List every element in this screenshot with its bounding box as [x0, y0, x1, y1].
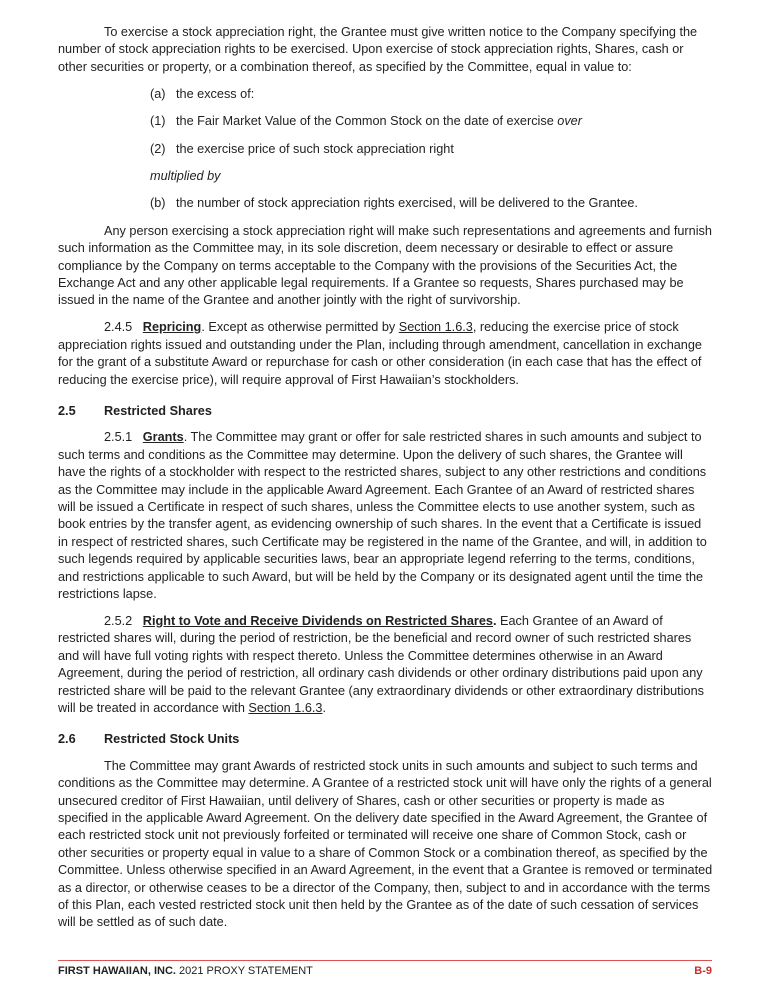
section-title: Repricing — [142, 320, 202, 335]
list-text: the Fair Market Value of the Common Stock on the date of exercise — [176, 114, 558, 129]
section-number: 2.5.2 — [104, 613, 133, 628]
italic-multiplied: multiplied by — [150, 168, 221, 183]
list-label: (2) — [150, 141, 166, 156]
footer-doc: 2021 PROXY STATEMENT — [175, 965, 313, 977]
heading-number: 2.5 — [58, 403, 76, 418]
paragraph-exercise-notice: To exercise a stock appreciation right, the Grantee must give written notice to the Company specifying the number of stock appreciation rights to be exercised. Upon exercise of stock appreciation rights, Shares, cash or other securities or property, or a combination thereof, as specified by the Committee, equal in value to: — [58, 25, 698, 74]
heading-title: Restricted Stock Units — [104, 732, 240, 747]
section-text: . Except as otherwise permitted by — [201, 320, 399, 335]
section-text-end: . — [322, 700, 327, 715]
list-text: the excess of: — [176, 86, 255, 101]
list-label: (a) — [150, 86, 166, 101]
section-title: Right to Vote and Receive Dividends on Restricted Shares — [142, 613, 493, 628]
section-number: 2.5.1 — [104, 430, 133, 445]
italic-over: over — [557, 114, 582, 129]
list-label: (b) — [150, 196, 166, 211]
section-title: Grants — [142, 430, 184, 445]
section-title-period: . — [492, 613, 497, 628]
list-text: the number of stock appreciation rights exercised, will be delivered to the Grantee. — [176, 196, 638, 211]
multiplied-by — [58, 168, 713, 185]
section-2-5-2 — [58, 613, 713, 717]
heading-number: 2.6 — [58, 732, 76, 747]
section-text: , reducing the exercise price of stock appreciation rights issued and outstanding under the Plan, including through amendment, cancellation in exchange for the grant of a substitute Award or repurchase for cash or other consideration (in each case that has the effect of reducing the exercise price), will require approval of First Hawaiian’s stockholders. — [58, 320, 702, 387]
section-link[interactable]: Section 1.6.3 — [398, 320, 473, 335]
section-2-4-5 — [58, 319, 713, 389]
list-item-2 — [58, 141, 713, 158]
document-body — [58, 24, 713, 941]
section-2-5-1 — [58, 429, 713, 603]
list-item-b — [58, 195, 713, 212]
heading-2-6 — [58, 731, 713, 748]
heading-2-5 — [58, 403, 713, 420]
list-item-a — [58, 86, 713, 103]
footer-company: FIRST HAWAIIAN, INC. — [58, 965, 176, 977]
list-label: (1) — [150, 114, 166, 129]
footer-title — [58, 963, 313, 980]
section-link[interactable]: Section 1.6.3 — [248, 700, 323, 715]
page-number: B-9 — [694, 965, 712, 977]
section-number: 2.4.5 — [104, 320, 133, 335]
paragraph-representations: Any person exercising a stock appreciation right will make such representations and agreements and furnish such information as the Committee may, in its sole discretion, deem necessary or desirable to effect or assure compliance by the Company on terms acceptable to the Company with the provisions of the Securities Act, the Exchange Act and any other applicable legal requirements. If a Grantee so requests, Shares purchased may be issued in the name of the Grantee and another jointly with the right of survivorship. — [58, 223, 712, 308]
list-item-1 — [58, 113, 713, 130]
list-text: the exercise price of such stock appreciation right — [176, 141, 454, 156]
section-text: Each Grantee of an Award of restricted shares will, during the period of restriction, be the beneficial and record owner of such restricted shares and will have full voting rights with respect thereto. Unless the Committee determines otherwise in an Award Agreement, during the period of restriction, all ordinary cash dividends or other ordinary distributions paid upon any restricted share will be paid to the relevant Grantee (any extraordinary dividends or other extraordinary distributions will be treated in accordance with — [58, 613, 704, 715]
heading-title: Restricted Shares — [104, 403, 212, 418]
paragraph-restricted-stock-units: The Committee may grant Awards of restricted stock units in such amounts and subject to such terms and conditions as the Committee may determine. A Grantee of a restricted stock unit will have only the rights of a general unsecured creditor of First Hawaiian, until delivery of Shares, cash or other securities or property is made as specified in the applicable Award Agreement. On the delivery date specified in the Award Agreement, the Grantee of each restricted stock unit not previously forfeited or terminated will receive one share of Common Stock, cash or other securities or property equal in value to a share of Common Stock or a combination thereof, as specified by the Committee. Unless otherwise specified in an Award Agreement, in the event that a Grantee is removed or terminated as a director, or otherwise ceases to be a director of the Company, then, subject to and in accordance with the terms of this Plan, each vested restricted stock unit then held by the Grantee as of the date of such cessation of services will be settled as of such date. — [58, 758, 713, 930]
section-text: . The Committee may grant or offer for sale restricted shares in such amounts and subject to such terms and conditions as the Committee may determine. Upon the delivery of such shares, the Grantee will have the rights of a stockholder with respect to the restricted shares, subject to any other restrictions and conditions as the Committee may include in the applicable Award Agreement. Each Grantee of an Award of restricted shares will be issued a Certificate in respect of such shares, unless the Committee elects to use another system, such as book entries by the transfer agent, as evidencing ownership of such shares. In the event that a Certificate is issued in respect of restricted shares, such Certificate may be registered in the name of the Grantee, and will, in addition to such legends required by applicable securities laws, bear an appropriate legend referring to the terms, conditions, and restrictions applicable to such Award, but will be held by the Company or its designated agent until the time the restrictions lapse. — [58, 430, 707, 601]
footer-rule — [58, 960, 712, 961]
